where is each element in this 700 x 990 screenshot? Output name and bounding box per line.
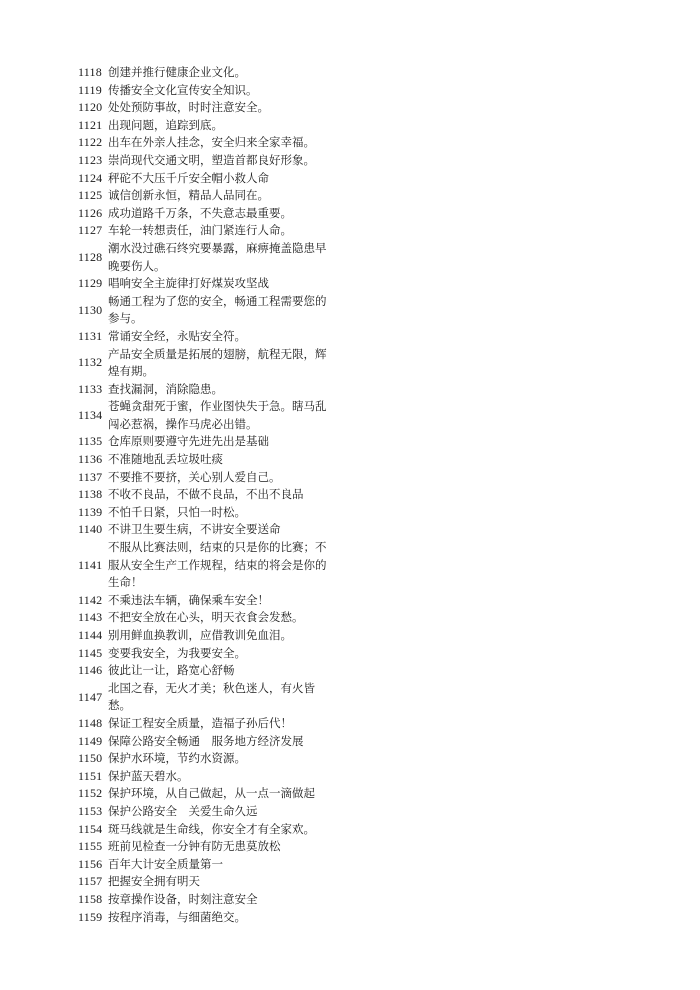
item-number: 1120 [78,100,103,115]
list-item [78,293,328,328]
list-item [78,170,328,188]
item-text: 畅通工程为了您的安全，畅通工程需要您的参与。 [108,293,327,326]
item-number: 1122 [78,135,103,150]
item-number: 1133 [78,381,103,396]
item-text: 不服从比赛法则，结束的只是你的比赛；不服从安全生产工作规程，结束的将会是你的生命！ [108,540,327,590]
item-text: 保护蓝天碧水。 [108,768,189,783]
list-item [78,785,328,803]
item-text: 创建并推行健康企业文化。 [108,65,246,79]
list-item [78,381,328,399]
item-number: 1151 [78,768,103,783]
item-text: 保证工程安全质量，造福子孙后代！ [108,715,292,730]
item-text: 班前见检查一分钟有防无患莫放松 [108,839,281,854]
item-text: 出车在外亲人挂念，安全归来全家幸福。 [108,135,315,150]
item-text: 苍蝇贪甜死于蜜，作业图快失于急。瞎马乱闯必惹祸，操作马虎必出错。 [108,399,327,431]
item-text: 按程序消毒，与细菌绝交。 [108,909,246,924]
list-item [78,134,328,152]
list-item [78,433,328,451]
item-text: 保障公路安全畅通 服务地方经济发展 [108,733,304,748]
list-item [78,715,328,733]
list-item [78,645,328,663]
item-number: 1137 [78,469,103,484]
list-item [78,680,328,715]
item-number: 1157 [78,874,103,889]
item-text: 诚信创新永恒，精品人品同在。 [108,188,269,203]
list-item [78,346,328,381]
item-number: 1129 [78,276,103,291]
list-item [78,521,328,539]
list-item [78,768,328,786]
item-number: 1147 [78,689,103,704]
list-item [78,469,328,487]
item-number: 1121 [78,117,103,132]
list-item [78,240,328,275]
list-item [78,750,328,768]
item-number: 1138 [78,487,103,502]
item-text: 出现问题，追踪到底。 [108,117,223,132]
item-number: 1149 [78,733,103,748]
list-item [78,909,328,927]
item-number: 1123 [78,152,103,167]
list-item [78,205,328,223]
list-item [78,451,328,469]
item-number: 1126 [78,205,103,220]
item-text: 产品安全质量是拓展的翅膀，航程无限，辉煌有期。 [108,346,327,379]
item-text: 别用鲜血换教训，应借教训免血泪。 [108,628,292,642]
item-text: 不要推不要挤，关心别人爱自己。 [108,469,281,484]
item-number: 1155 [78,839,103,854]
item-number: 1152 [78,786,103,801]
item-number: 1159 [78,909,103,924]
list-item [78,821,328,839]
list-item [78,627,328,645]
list-item [78,838,328,856]
item-number: 1150 [78,751,103,766]
item-text: 把握安全拥有明天 [108,874,200,889]
item-text: 彼此让一让，路宽心舒畅 [108,663,235,678]
item-number: 1136 [78,452,103,467]
item-number: 1132 [78,355,103,370]
item-text: 不乘违法车辆，确保乘车安全！ [108,592,269,607]
list-item [78,873,328,891]
item-number: 1130 [78,302,103,317]
list-item [78,803,328,821]
item-number: 1128 [78,249,103,264]
item-text: 成功道路千万条，不失意志最重要。 [108,205,292,220]
item-number: 1143 [78,610,103,625]
list-item [78,398,328,433]
list-item [78,99,328,117]
list-item [78,117,328,135]
list-item [78,486,328,504]
item-text: 不怕千日紧，只怕一时松。 [108,504,246,519]
item-text: 唱响安全主旋律打好煤炭攻坚战 [108,276,269,291]
item-number: 1156 [78,856,103,871]
list-item [78,662,328,680]
item-number: 1124 [78,170,103,185]
list-item [78,64,328,82]
item-text: 处处预防事故，时时注意安全。 [108,100,269,115]
list-item [78,856,328,874]
item-text: 传播安全文化宣传安全知识。 [108,82,258,97]
item-text: 百年大计安全质量第一 [108,856,223,871]
item-number: 1118 [78,65,102,79]
item-text: 斑马线就是生命线，你安全才有全家欢。 [108,821,315,836]
item-number: 1148 [78,715,103,730]
item-number: 1145 [78,645,103,660]
item-text: 秤砣不大压千斤安全帽小救人命 [108,170,269,185]
list-item [78,82,328,100]
item-text: 常诵安全经，永贴安全符。 [108,328,246,343]
item-number: 1140 [78,522,103,537]
list-item [78,891,328,909]
item-text: 不准随地乱丢垃圾吐痰 [108,452,223,467]
item-text: 潮水没过礁石终究要暴露，麻痹掩盖隐患早晚要伤人。 [108,240,327,273]
list-item [78,152,328,170]
document-page [78,64,328,926]
item-text: 不收不良品，不做不良品，不出不良品 [108,487,304,502]
item-number: 1131 [78,328,103,343]
list-item [78,609,328,627]
list-item [78,222,328,240]
item-text: 保护环境，从自己做起，从一点一滴做起 [108,786,315,801]
list-item [78,504,328,522]
item-text: 仓库原则要遵守先进先出是基础 [108,434,269,449]
item-text: 变要我安全，为我要安全。 [108,645,246,660]
item-number: 1127 [78,223,103,238]
list-item [78,187,328,205]
list-item [78,328,328,346]
item-text: 保护公路安全 关爱生命久远 [108,803,258,818]
item-text: 车轮一转想责任，油门紧连行人命。 [108,223,292,238]
item-number: 1134 [78,408,103,423]
item-number: 1139 [78,504,103,519]
item-number: 1158 [78,891,103,906]
list-item [78,539,328,592]
item-number: 1142 [78,592,103,607]
item-text: 北国之春，无火才美；秋色迷人，有火皆愁。 [108,680,315,713]
item-number: 1146 [78,663,103,678]
item-text: 查找漏洞，消除隐患。 [108,381,223,396]
item-number: 1125 [78,188,103,203]
item-text: 不把安全放在心头，明天衣食会发愁。 [108,610,304,625]
item-number: 1135 [78,434,103,449]
item-number: 1153 [78,803,103,818]
list-item [78,592,328,610]
item-number: 1154 [78,821,103,836]
list-item [78,733,328,751]
item-text: 崇尚现代交通文明，塑造首都良好形象。 [108,152,315,167]
item-text: 保护水环境，节约水资源。 [108,751,246,766]
item-number: 1144 [78,628,103,642]
item-text: 按章操作设备，时刻注意安全 [108,891,258,906]
item-number: 1141 [78,557,103,572]
item-text: 不讲卫生要生病，不讲安全要送命 [108,522,281,537]
list-item [78,275,328,293]
item-number: 1119 [78,82,102,97]
